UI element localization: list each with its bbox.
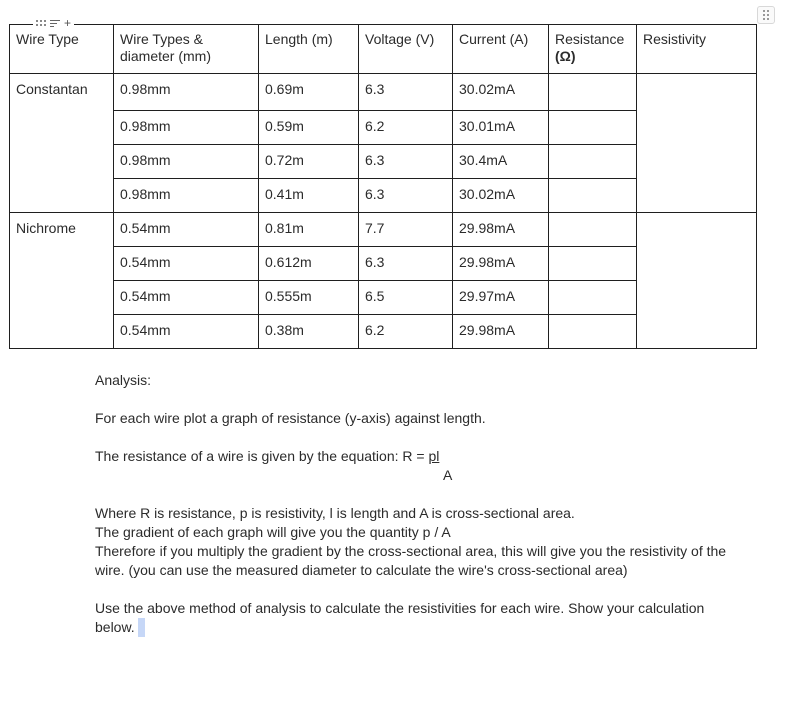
length-cell[interactable]: 0.72m — [259, 145, 359, 179]
add-icon[interactable]: + — [64, 16, 72, 30]
text-cursor — [138, 618, 145, 637]
wire-type-cell[interactable]: Constantan — [10, 74, 114, 213]
diameter-cell[interactable]: 0.54mm — [114, 213, 259, 247]
where-line-2: The gradient of each graph will give you the quantity p / A — [95, 524, 451, 540]
voltage-cell[interactable]: 7.7 — [359, 213, 453, 247]
current-cell[interactable]: 29.98mA — [453, 213, 549, 247]
drag-grip-icon[interactable] — [36, 20, 46, 26]
equation-line — [95, 447, 735, 483]
resistance-cell[interactable] — [549, 111, 637, 145]
resistance-cell[interactable] — [549, 213, 637, 247]
filter-lines-icon[interactable] — [50, 20, 60, 27]
header-resistivity[interactable]: Resistivity — [637, 25, 757, 74]
voltage-cell[interactable]: 6.2 — [359, 315, 453, 349]
length-cell[interactable]: 0.38m — [259, 315, 359, 349]
resistance-cell[interactable] — [549, 179, 637, 213]
resistance-cell[interactable] — [549, 74, 637, 111]
equation-numerator: pl — [428, 448, 440, 464]
resistance-cell[interactable] — [549, 281, 637, 315]
analysis-heading: Analysis: — [95, 372, 152, 388]
header-length[interactable]: Length (m) — [259, 25, 359, 74]
where-line-1: Where R is resistance, p is resistivity, l is length and A is cross-sectional area. — [95, 505, 575, 521]
current-cell[interactable]: 30.02mA — [453, 74, 549, 111]
current-cell[interactable]: 29.97mA — [453, 281, 549, 315]
diameter-cell[interactable]: 0.54mm — [114, 247, 259, 281]
voltage-cell[interactable]: 6.5 — [359, 281, 453, 315]
resistivity-cell[interactable] — [637, 213, 757, 349]
current-cell[interactable]: 30.4mA — [453, 145, 549, 179]
voltage-cell[interactable]: 6.2 — [359, 111, 453, 145]
length-cell[interactable]: 0.81m — [259, 213, 359, 247]
where-line-3: Therefore if you multiply the gradient by the cross-sectional area, this will give you the resistivity of the wire. (you can use the measured diameter to calculate the wire's cross-sectional area) — [95, 543, 727, 578]
data-table — [9, 24, 757, 349]
analysis-instruction: For each wire plot a graph of resistance (y-axis) against length. — [95, 410, 486, 426]
diameter-cell[interactable]: 0.98mm — [114, 179, 259, 213]
header-wire-types-diameter[interactable]: Wire Types & diameter (mm) — [114, 25, 259, 74]
current-cell[interactable]: 29.98mA — [453, 247, 549, 281]
equation-denominator: A — [443, 467, 453, 483]
voltage-cell[interactable]: 6.3 — [359, 145, 453, 179]
table-header-row — [10, 25, 757, 74]
length-cell[interactable]: 0.41m — [259, 179, 359, 213]
table-handle[interactable] — [33, 16, 74, 30]
table-row — [10, 74, 757, 111]
header-resistance[interactable]: Resistance (Ω) — [549, 25, 637, 74]
diameter-cell[interactable]: 0.98mm — [114, 111, 259, 145]
voltage-cell[interactable]: 6.3 — [359, 247, 453, 281]
wire-type-cell[interactable]: Nichrome — [10, 213, 114, 349]
current-cell[interactable]: 29.98mA — [453, 315, 549, 349]
diameter-cell[interactable]: 0.54mm — [114, 315, 259, 349]
resistivity-cell[interactable] — [637, 74, 757, 213]
length-cell[interactable]: 0.59m — [259, 111, 359, 145]
header-current[interactable]: Current (A) — [453, 25, 549, 74]
equation-intro: The resistance of a wire is given by the equation: R = — [95, 448, 429, 464]
resistance-cell[interactable] — [549, 315, 637, 349]
voltage-cell[interactable]: 6.3 — [359, 179, 453, 213]
current-cell[interactable]: 30.01mA — [453, 111, 549, 145]
diameter-cell[interactable]: 0.98mm — [114, 145, 259, 179]
current-cell[interactable]: 30.02mA — [453, 179, 549, 213]
voltage-cell[interactable]: 6.3 — [359, 74, 453, 111]
diameter-cell[interactable]: 0.54mm — [114, 281, 259, 315]
table-row — [10, 213, 757, 247]
header-voltage[interactable]: Voltage (V) — [359, 25, 453, 74]
final-instruction[interactable]: Use the above method of analysis to calculate the resistivities for each wire. Show your calculation below. — [95, 600, 705, 635]
analysis-section[interactable] — [95, 371, 735, 637]
resistance-cell[interactable] — [549, 145, 637, 179]
length-cell[interactable]: 0.612m — [259, 247, 359, 281]
length-cell[interactable]: 0.69m — [259, 74, 359, 111]
header-wire-type[interactable]: Wire Type — [10, 25, 114, 74]
resistance-cell[interactable] — [549, 247, 637, 281]
length-cell[interactable]: 0.555m — [259, 281, 359, 315]
grip-menu-icon[interactable] — [757, 6, 775, 24]
diameter-cell[interactable]: 0.98mm — [114, 74, 259, 111]
